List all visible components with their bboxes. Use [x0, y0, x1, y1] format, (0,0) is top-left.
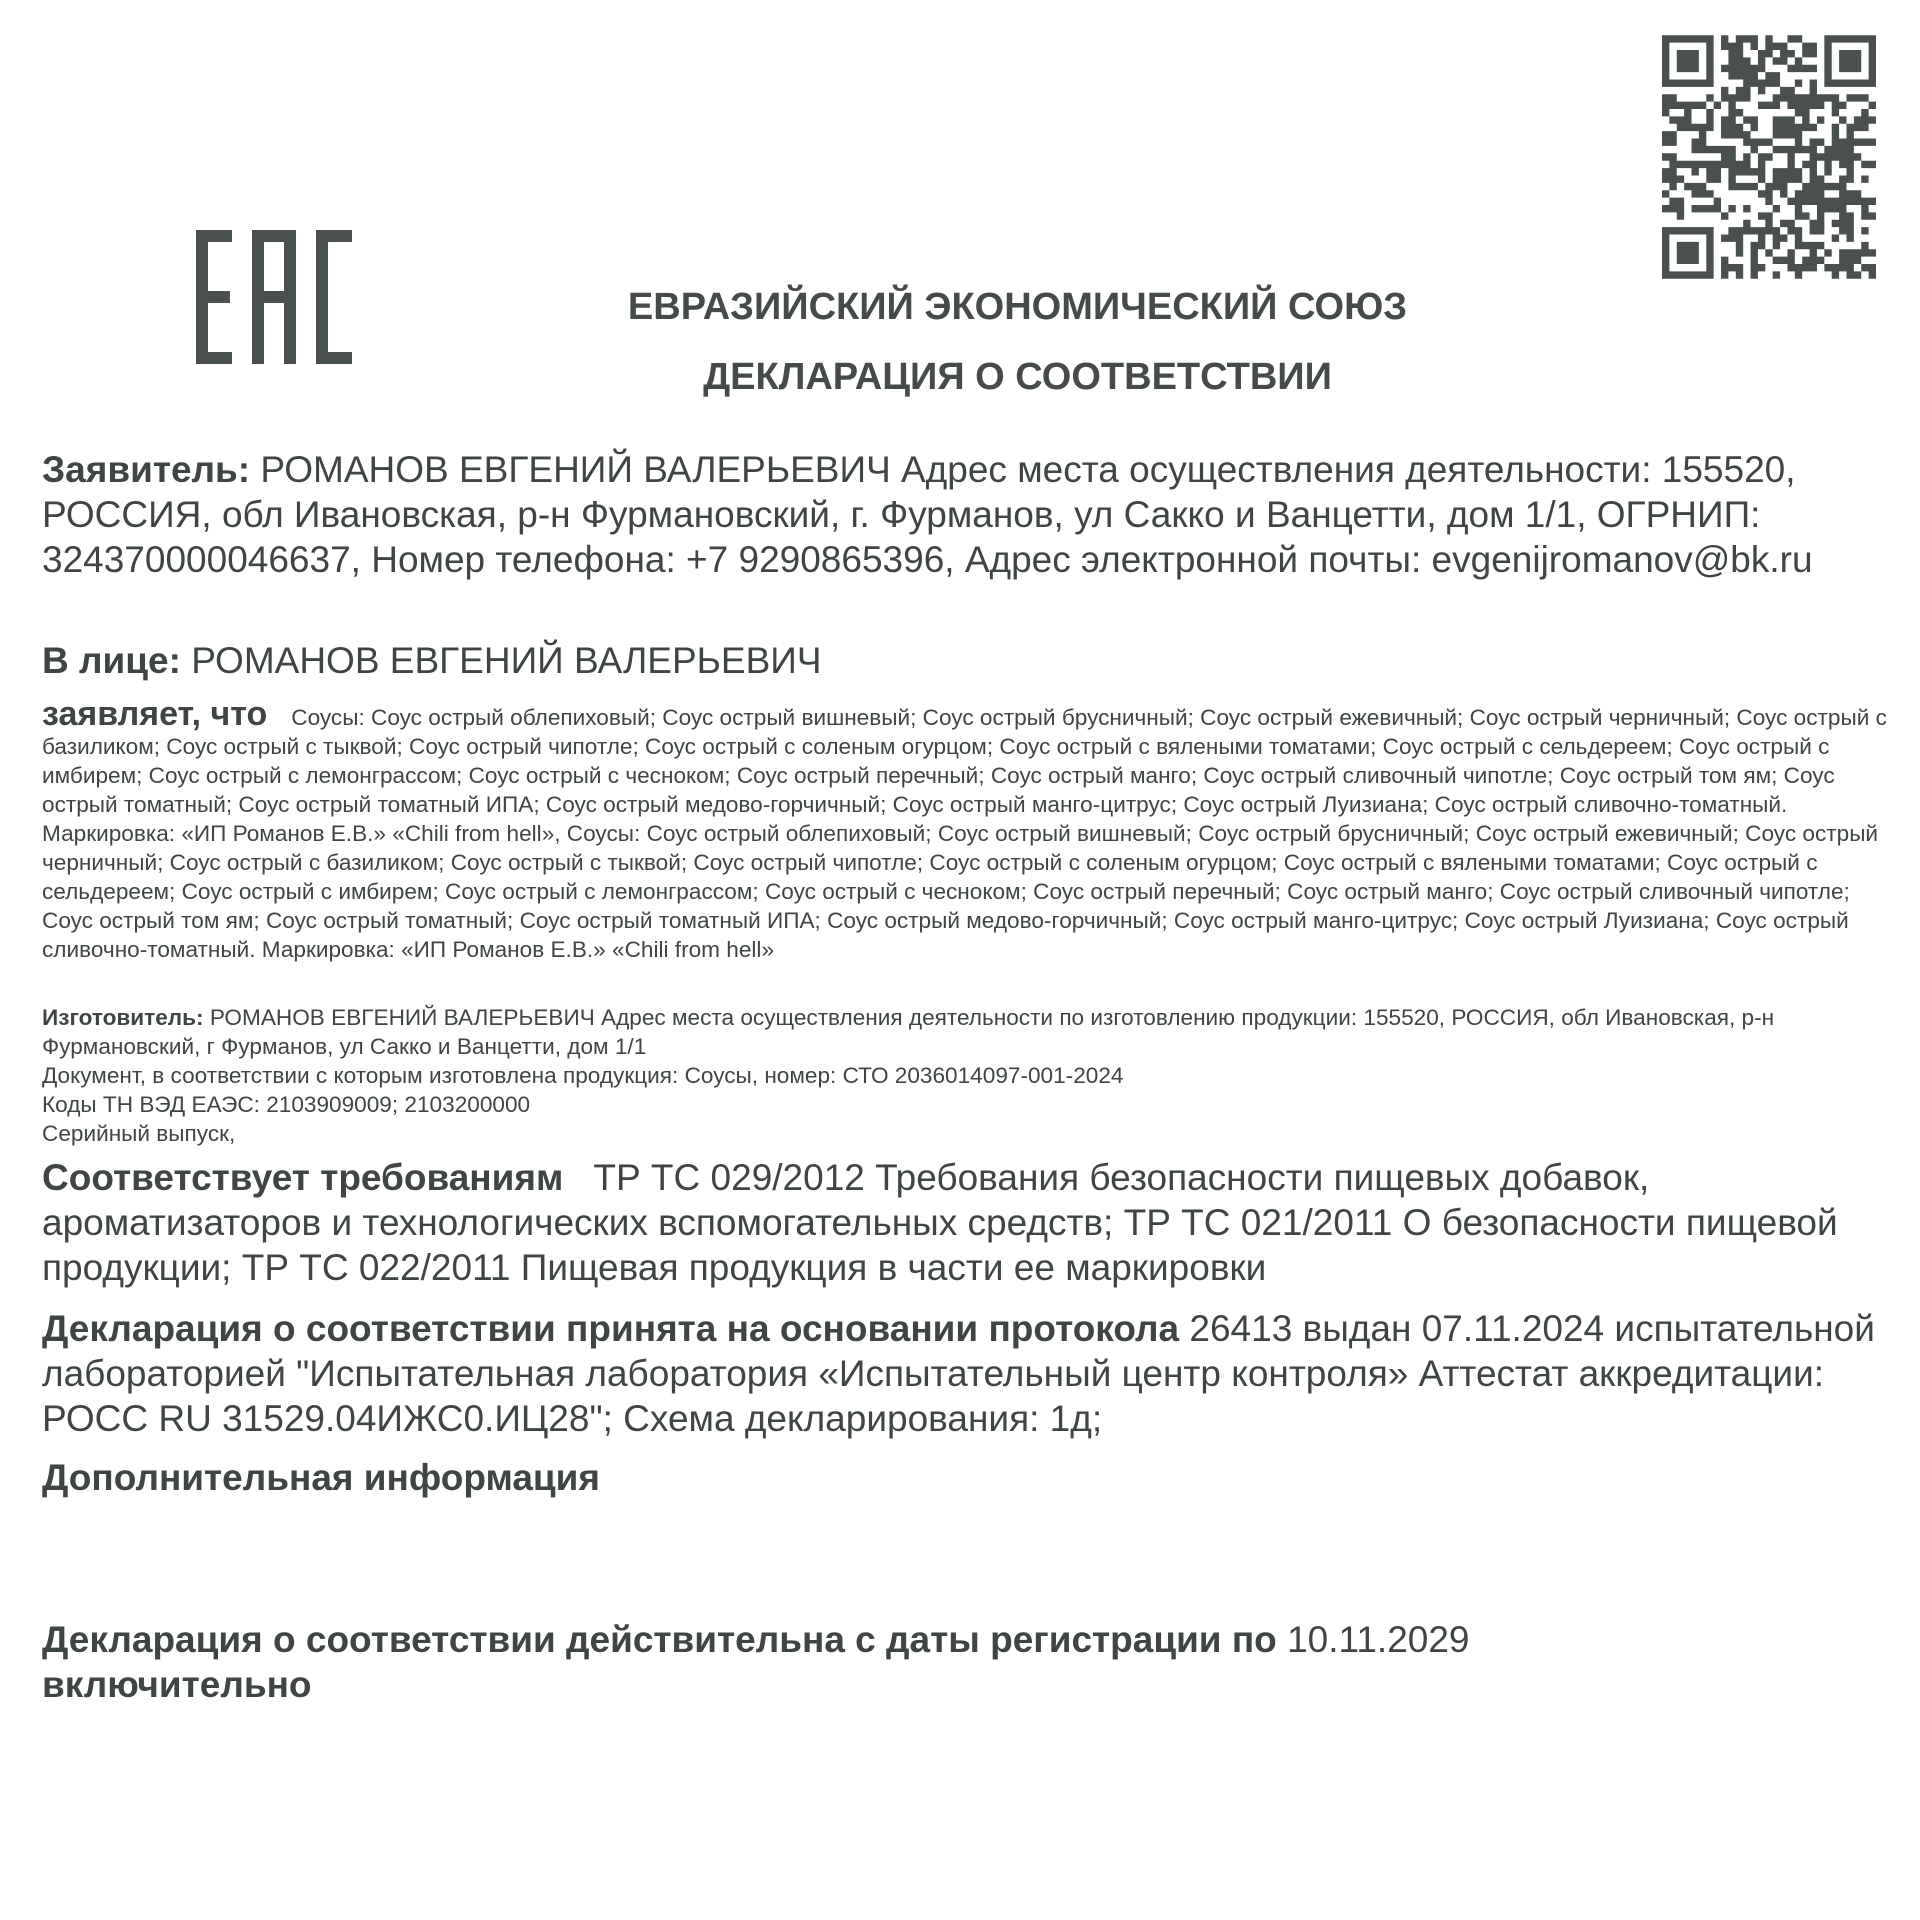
additional-info-section	[42, 1455, 1887, 1500]
basis-value: 26413 выдан 07.11.2024 испытательной лабораторией "Испытательная лаборатория «Испытательный центр контроля» Аттестат аккредитации: РОСС RU 31529.04ИЖС0.ИЦ28"; Схема декларирования: 1д;	[42, 1308, 1875, 1439]
applicant-value: РОМАНОВ ЕВГЕНИЙ ВАЛЕРЬЕВИЧ Адрес места осуществления деятельности: 155520, РОССИЯ, обл Ивановская, р-н Фурмановский, г. Фурманов, ул Сакко и Ванцетти, дом 1/1, ОГРНИП: 324370000046637, Номер телефона: +7 9290865396, Адрес электронной почты: evgenijromanov@bk.ru	[42, 449, 1813, 580]
manufacturer-label: Изготовитель:	[42, 1005, 204, 1030]
union-title: ЕВРАЗИЙСКИЙ ЭКОНОМИЧЕСКИЙ СОЮЗ	[627, 286, 1408, 328]
in-person-label: В лице:	[42, 640, 181, 681]
manufacturer-section	[42, 1003, 1887, 1148]
customs-codes: Коды ТН ВЭД ЕАЭС: 2103909009; 2103200000	[42, 1092, 531, 1117]
additional-label: Дополнительная информация	[42, 1457, 601, 1498]
conformity-section	[42, 1155, 1887, 1290]
validity-section	[42, 1617, 1887, 1707]
conforms-value: ТР ТС 029/2012 Требования безопасности пищевых добавок, ароматизаторов и технологических вспомогательных средств; ТР ТС 021/2011 О безопасности пищевой продукции; ТР ТС 022/2011 Пищевая продукция в части ее маркировки	[42, 1157, 1838, 1288]
qr-code	[1662, 34, 1876, 280]
declaration-title: ДЕКЛАРАЦИЯ О СООТВЕТСТВИИ	[703, 356, 1332, 398]
standard-document: Документ, в соответствии с которым изготовлена продукция: Соусы, номер: СТО 2036014097-001-2024	[42, 1063, 1124, 1088]
basis-section	[42, 1306, 1887, 1441]
basis-label: Декларация о соответствии принята на основании протокола	[42, 1308, 1180, 1349]
applicant-section	[42, 447, 1887, 582]
product-statement	[42, 695, 1887, 964]
applicant-label: Заявитель:	[42, 449, 251, 490]
products-list: Соусы: Соус острый облепиховый; Соус острый вишневый; Соус острый брусничный; Соус острый ежевичный; Соус острый черничный; Соус острый с базиликом; Соус острый с тыквой; Соус острый чипотле; Соус острый с соленым огурцом; Соус острый с вялеными томатами; Соус острый с сельдереем; Соус острый с имбирем; Соус острый с лемонграссом; Соус острый с чесноком; Соус острый перечный; Соус острый манго; Соус острый сливочный чипотле; Соус острый том ям; Соус острый томатный; Соус острый томатный ИПА; Соус острый медово-горчичный; Соус острый манго-цитрус; Соус острый Луизиана; Соус острый сливочно-томатный. Маркировка: «ИП Романов Е.В.» «Chili from hell», Соусы: Соус острый облепиховый; Соус острый вишневый; Соус острый брусничный; Соус острый ежевичный; Соус острый черничный; Соус острый с базиликом; Соус острый с тыквой; Соус острый чипотле; Соус острый с соленым огурцом; Соус острый с вялеными томатами; Соус острый с сельдереем; Соус острый с имбирем; Соус острый с лемонграссом; Соус острый с чесноком; Соус острый перечный; Соус острый манго; Соус острый сливочный чипотле; Соус острый том ям; Соус острый томатный; Соус острый томатный ИПА; Соус острый медово-горчичный; Соус острый манго-цитрус; Соус острый Луизиана; Соус острый сливочно-томатный. Маркировка: «ИП Романов Е.В.» «Chili from hell»	[42, 705, 1887, 962]
conforms-label: Соответствует требованиям	[42, 1157, 564, 1198]
states-label: заявляет, что	[42, 695, 268, 733]
in-person-value: РОМАНОВ ЕВГЕНИЙ ВАЛЕРЬЕВИЧ	[191, 640, 822, 681]
serial-production: Серийный выпуск,	[42, 1121, 236, 1146]
in-person-section	[42, 638, 1887, 683]
validity-label: Декларация о соответствии действительна с даты регистрации по	[42, 1619, 1277, 1660]
manufacturer-value: РОМАНОВ ЕВГЕНИЙ ВАЛЕРЬЕВИЧ Адрес места осуществления деятельности по изготовлению продукции: 155520, РОССИЯ, обл Ивановская, р-н Фурмановский, г Фурманов, ул Сакко и Ванцетти, дом 1/1	[42, 1005, 1775, 1059]
validity-date: 10.11.2029	[1287, 1619, 1470, 1660]
validity-suffix: включительно	[42, 1664, 312, 1705]
